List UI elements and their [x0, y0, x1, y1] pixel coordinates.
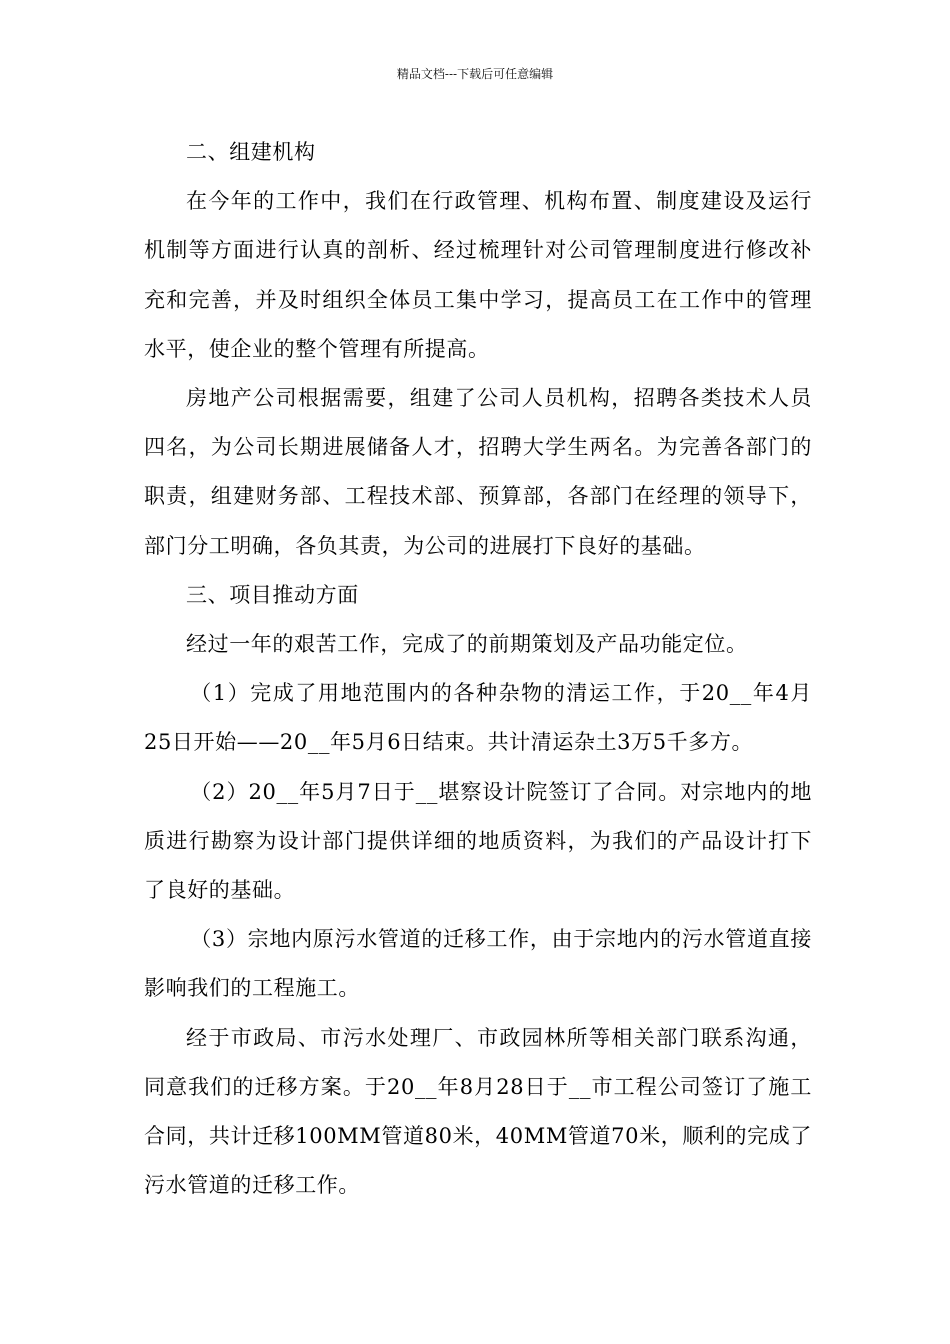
- section-heading-project-progress: 三、项目推动方面: [186, 582, 359, 607]
- paragraph-project-summary: 经过一年的艰苦工作，完成了的前期策划及产品功能定位。: [186, 632, 748, 657]
- list-item-2: （2）20__年5月7日于__堪察设计院签订了合同。对宗地内的地质进行勘察为设计部门提供详细的地质资料，为我们的产品设计打下了良好的基础。: [144, 779, 812, 903]
- header-note: 精品文档---下载后可任意编辑: [396, 67, 554, 81]
- section-heading-organization: 二、组建机构: [186, 140, 316, 164]
- list-item-1: （1）完成了用地范围内的各种杂物的清运工作，于20__年4月25日开始——20__年5月6日结束。共计清运杂土3万5千多方。: [144, 681, 812, 755]
- document-body: [144, 128, 812, 1210]
- list-item-3: （3）宗地内原污水管道的迁移工作，由于宗地内的污水管道直接影响我们的工程施工。: [144, 927, 812, 1001]
- paragraph-staff-recruitment: 房地产公司根据需要，组建了公司人员机构，招聘各类技术人员四名，为公司长期进展储备人才，招聘大学生两名。为完善各部门的职责，组建财务部、工程技术部、预算部，各部门在经理的领导下，部门分工明确，各负其责，为公司的进展打下良好的基础。: [144, 386, 812, 558]
- paragraph-management-review: 在今年的工作中，我们在行政管理、机构布置、制度建设及运行机制等方面进行认真的剖析、经过梳理针对公司管理制度进行修改补充和完善，并及时组织全体员工集中学习，提高员工在工作中的管理水平，使企业的整个管理有所提高。: [144, 189, 812, 361]
- paragraph-pipeline-relocation: 经于市政局、市污水处理厂、市政园林所等相关部门联系沟通，同意我们的迁移方案。于20__年8月28日于__市工程公司签订了施工合同，共计迁移100MM管道80米，40MM管道70米，顺利的完成了污水管道的迁移工作。: [144, 1025, 812, 1198]
